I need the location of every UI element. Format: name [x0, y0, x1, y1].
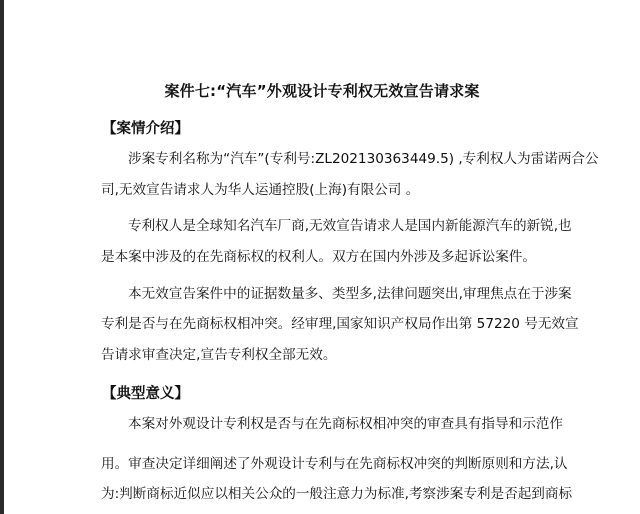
- paragraph-line: 涉案专利名称为“汽车”(专利号:ZL202130363449.5) ,专利权人为雷诺两合公: [128, 151, 599, 167]
- paragraph-line: 用。审查决定详细阐述了外观设计专利与在先商标权冲突的判断原则和方法,认: [101, 456, 568, 472]
- section-heading-case-intro: 【案情介绍】: [102, 121, 189, 137]
- paragraph-line: 本案对外观设计专利权是否与在先商标权相冲突的审查具有指导和示范作: [128, 416, 563, 432]
- paragraph-line: 告请求审查决定,宣告专利权全部无效。: [101, 347, 337, 363]
- document-page: [4, 0, 640, 514]
- document-title: 案件七:“汽车”外观设计专利权无效宣告请求案: [164, 82, 480, 100]
- paragraph-line: 是本案中涉及的在先商标权的权利人。双方在国内外涉及多起诉讼案件。: [101, 249, 536, 265]
- paragraph-line: 专利权人是全球知名汽车厂商,无效宣告请求人是国内新能源汽车的新锐,也: [128, 218, 572, 234]
- paragraph-line: 本无效宣告案件中的证据数量多、类型多,法律问题突出,审理焦点在于涉案: [128, 286, 572, 302]
- paragraph-line: 司,无效宣告请求人为华人运通控股(上海)有限公司 。: [101, 182, 420, 198]
- paragraph-line: 为:判断商标近似应以相关公众的一般注意力为标准,考察涉案专利是否起到商标: [101, 486, 573, 502]
- section-heading-significance: 【典型意义】: [102, 386, 189, 402]
- paragraph-line: 专利是否与在先商标权相冲突。经审理,国家知识产权局作出第 57220 号无效宣: [101, 316, 579, 332]
